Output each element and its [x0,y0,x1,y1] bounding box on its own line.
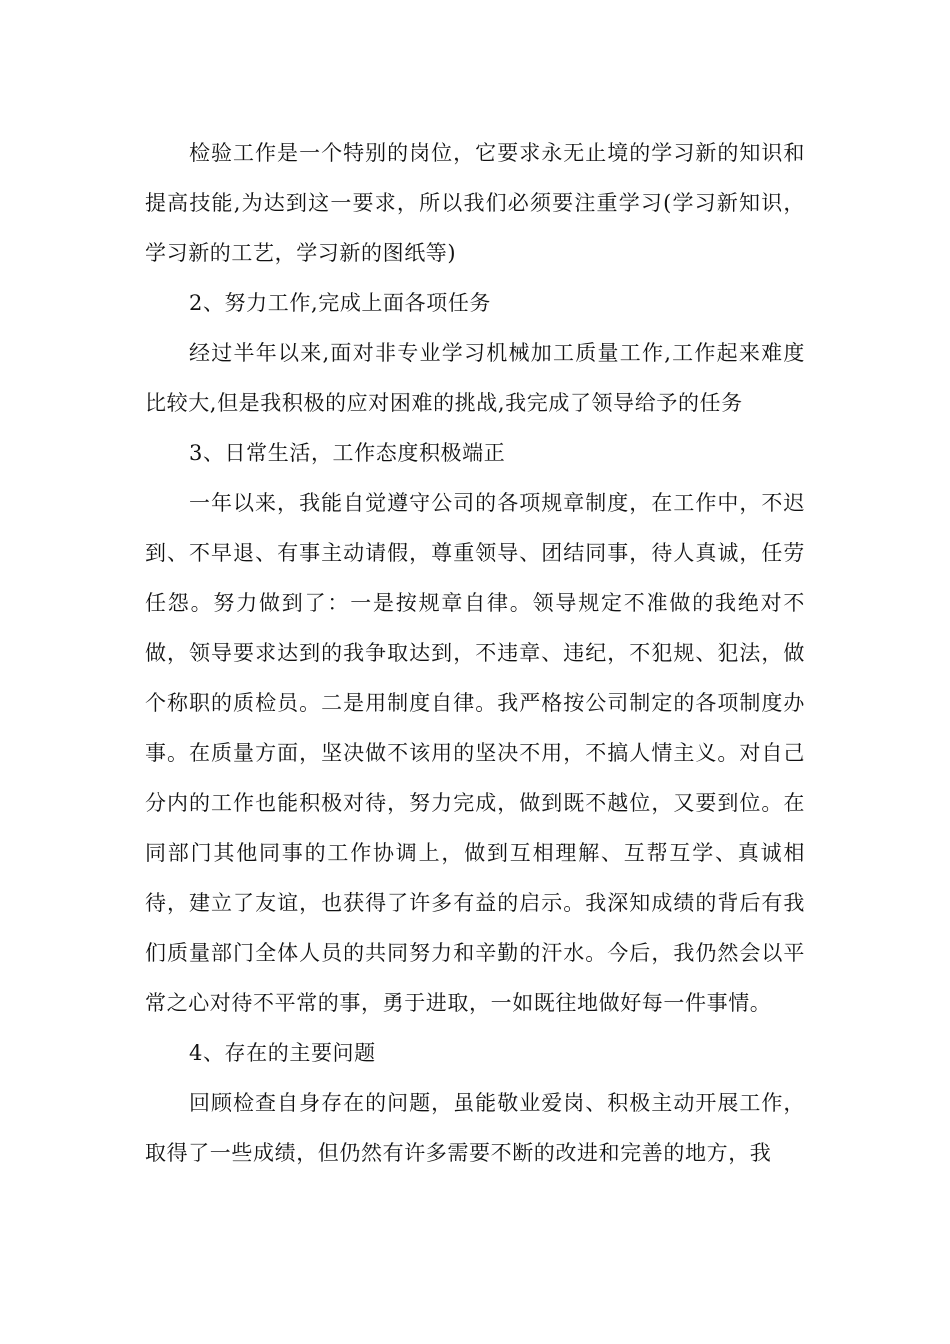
paragraph-review: 回顾检查自身存在的问题，虽能敬业爱岗、积极主动开展工作，取得了一些成绩，但仍然有许多需要不断的改进和完善的地方，我 [145,1091,805,1165]
paragraph-one-year: 一年以来，我能自觉遵守公司的各项规章制度，在工作中，不迟到、不早退、有事主动请假，尊重领导、团结同事，待人真诚，任劳任怨。努力做到了：一是按规章自律。领导规定不准做的我绝对不做，领导要求达到的我争取达到，不违章、违纪，不犯规、犯法，做个称职的质检员。二是用制度自律。我严格按公司制定的各项制度办事。在质量方面，坚决做不该用的坚决不用，不搞人情主义。对自己分内的工作也能积极对待，努力完成，做到既不越位，又要到位。在同部门其他同事的工作协调上，做到互相理解、互帮互学、真诚相待，建立了友谊，也获得了许多有益的启示。我深知成绩的背后有我们质量部门全体人员的共同努力和辛勤的汗水。今后，我仍然会以平常之心对待不平常的事，勇于进取，一如既往地做好每一件事情。 [145,491,805,1015]
heading-main-problems: 4、存在的主要问题 [189,1041,376,1065]
document-body [145,128,805,1178]
paragraph-half-year: 经过半年以来,面对非专业学习机械加工质量工作,工作起来难度比较大,但是我积极的应对困难的挑战,我完成了领导给予的任务 [145,341,805,415]
heading-work-hard: 2、努力工作,完成上面各项任务 [189,291,492,315]
paragraph-inspection-work: 检验工作是一个特别的岗位，它要求永无止境的学习新的知识和提高技能,为达到这一要求，所以我们必须要注重学习(学习新知识，学习新的工艺，学习新的图纸等) [145,141,805,265]
heading-daily-attitude: 3、日常生活，工作态度积极端正 [189,441,506,465]
